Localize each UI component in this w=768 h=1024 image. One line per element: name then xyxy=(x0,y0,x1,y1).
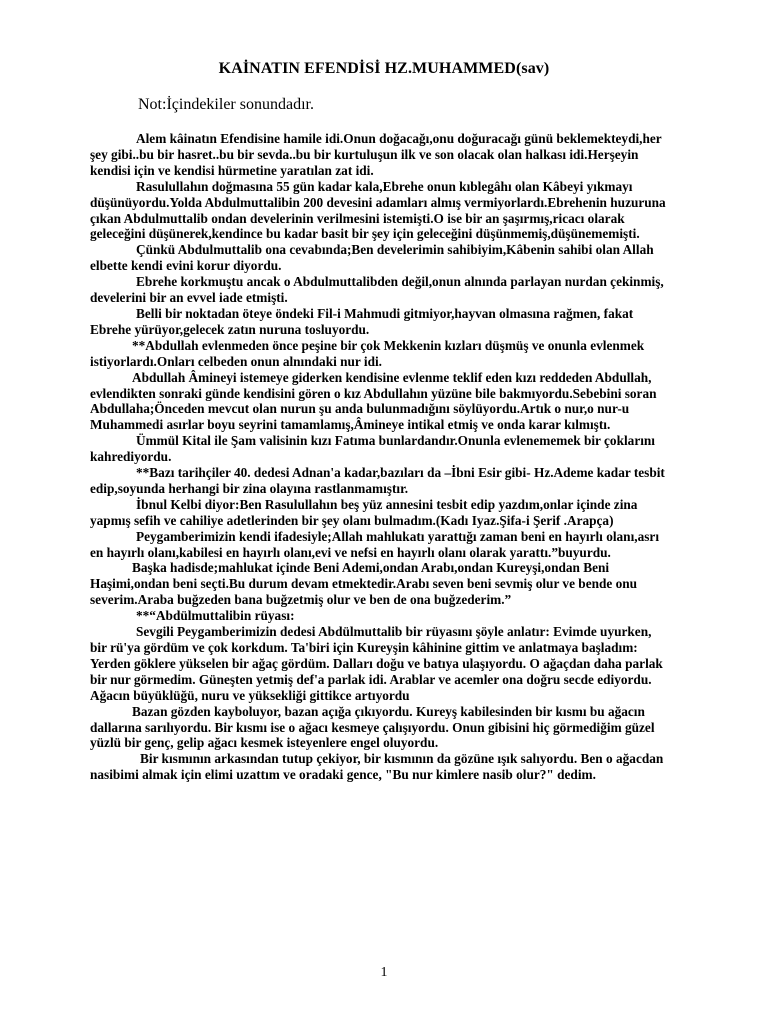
paragraph: Alem kâinatın Efendisine hamile idi.Onun doğacağı,onu doğuracağı günü beklemekteydi,her şey gibi..bu bir hasret..bu bir sevda..bu bir kurtuluşun ilk ve son olacak olan halkası idi.Herşeyin kendisi için ve kendisi hürmetine yaratılan zat idi. xyxy=(90,131,662,178)
paragraph: Çünkü Abdulmuttalib ona cevabında;Ben develerimin sahibiyim,Kâbenin sahibi olan Allah elbette kendi evini korur diyordu. xyxy=(90,242,654,274)
paragraph: Bir kısmının arkasından tutup çekiyor, bir kısmının da gözüne ışık salıyordu. Ben o ağacdan nasibimi almak için elimi uzattım ve oradaki gence, "Bu nur kimlere nasib olur?" dedim. xyxy=(90,751,664,783)
paragraph: Ebrehe korkmuştu ancak o Abdulmuttalibden değil,onun alnında parlayan nurdan çekinmiş, develerini bir an evvel iade etmişti. xyxy=(90,274,664,306)
paragraph: Sevgili Peygamberimizin dedesi Abdülmuttalib bir rüyasını şöyle anlatır: Evimde uyurken, bir rü'ya gördüm ve çok korkdum. Ta'biri için Kureyşin kâhinine gittim ve anlatmaya başladım: Yerden göklere yükselen bir ağaç gördüm. Dalları doğu ve batıya ulaşıyordu. O ağaçdan daha parlak bir nur görmedim. Güneşten yetmiş def'a parlak idi. Arablar ve acemler ona doğru secde ediyordu. Ağacın büyüklüğü, nuru ve yüksekliği gittikce artıyordu xyxy=(90,624,663,703)
body-text xyxy=(90,131,670,783)
paragraph: **Bazı tarihçiler 40. dedesi Adnan'a kadar,bazıları da –İbni Esir gibi- Hz.Ademe kadar tesbit edip,soyunda herhangi bir zina olayına rastlanmamıştır. xyxy=(90,465,665,496)
paragraph: **Abdullah evlenmeden önce peşine bir çok Mekkenin kızları düşmüş ve onunla evlenmek istiyorlardı.Onları celbeden onun alnındaki nur idi. xyxy=(90,337,645,369)
paragraph: Başka hadisde;mahlukat içinde Beni Ademi,ondan Arabı,ondan Kureyşi,ondan Beni Haşimi,ondan beni seçti.Bu durum devam etmektedir.Arabı seven beni sevmiş olur ve bende onu severim.Araba buğzeden bana buğzetmiş olur ve ben de ona buğzederim.” xyxy=(90,560,638,608)
page-number: 1 xyxy=(380,965,388,980)
paragraph: Peygamberimizin kendi ifadesiyle;Allah mahlukatı yarattığı zaman beni en hayırlı olanı,asrı en hayırlı olanı,kabilesi en hayırlı olanı,evi ve nefsi en hayırlı olanı olarak yarattı.”buyurdu. xyxy=(90,528,660,560)
paragraph: **“Abdülmuttalibin rüyası: xyxy=(136,608,295,624)
paragraph: Ümmül Kital ile Şam valisinin kızı Fatıma bunlardandır.Onunla evlenememek bir çoklarını kahrediyordu. xyxy=(90,433,656,465)
paragraph: Abdullah Âmineyi istemeye giderken kendisine evlenme teklif eden kızı reddeden Abdullah, evlendikten sonraki günde kendisini gören o kız Abdullahın yüzüne bile bakmıyordu.Sebebini soran Abdullaha;Önceden mevcut olan nurun şu anda bulunmadığını söylüyordu.Artık o nur,o nur-u Muhammedi asırlar boyu seyrini tamamlamış,Âmineye intikal etmiş ve onda karar kılmıştı. xyxy=(90,369,657,433)
document-title: KAİNATIN EFENDİSİ HZ.MUHAMMED(sav) xyxy=(218,60,550,77)
paragraph: İbnul Kelbi diyor:Ben Rasulullahın beş yüz annesini tesbit edip yazdım,onlar içinde zina yapmış sefih ve cahiliye adetlerinden bir şey olanı bulmadım.(Kadı Iyaz.Şifa-i Şerif .Arapça) xyxy=(90,496,638,528)
contents-note: Not:İçindekiler sonundadır. xyxy=(138,96,314,113)
paragraph: Belli bir noktadan öteye öndeki Fil-i Mahmudi gitmiyor,hayvan olmasına rağmen, fakat Ebrehe yürüyor,gelecek zatın nuruna tosluyordu. xyxy=(90,305,634,337)
paragraph: Rasulullahın doğmasına 55 gün kadar kala,Ebrehe onun kıblegâhı olan Kâbeyi yıkmayı düşünüyordu.Yolda Abdulmuttalibin 200 devesini adamları almış vermiyorlardı.Ebrehenin huzuruna çıkan Abdulmuttalib ondan develerinin verilmesini istemişti.O ise bir an şaşırmış,ricacı olarak geleceğini düşünerek,kendince bu kadar basit bir şey için geleceğini düşünmemiş,düşünememişti. xyxy=(90,178,666,242)
paragraph: Bazan gözden kayboluyor, bazan açığa çıkıyordu. Kureyş kabilesinden bir kısmı bu ağacın dallarına sarılıyordu. Bir kısmı ise o ağacı kesmeye çalışıyordu. Onun gibisini hiç görmediğim güzel yüzlü bir genç, gelip ağacı kesmek isteyenlere engel oluyordu. xyxy=(90,703,655,751)
